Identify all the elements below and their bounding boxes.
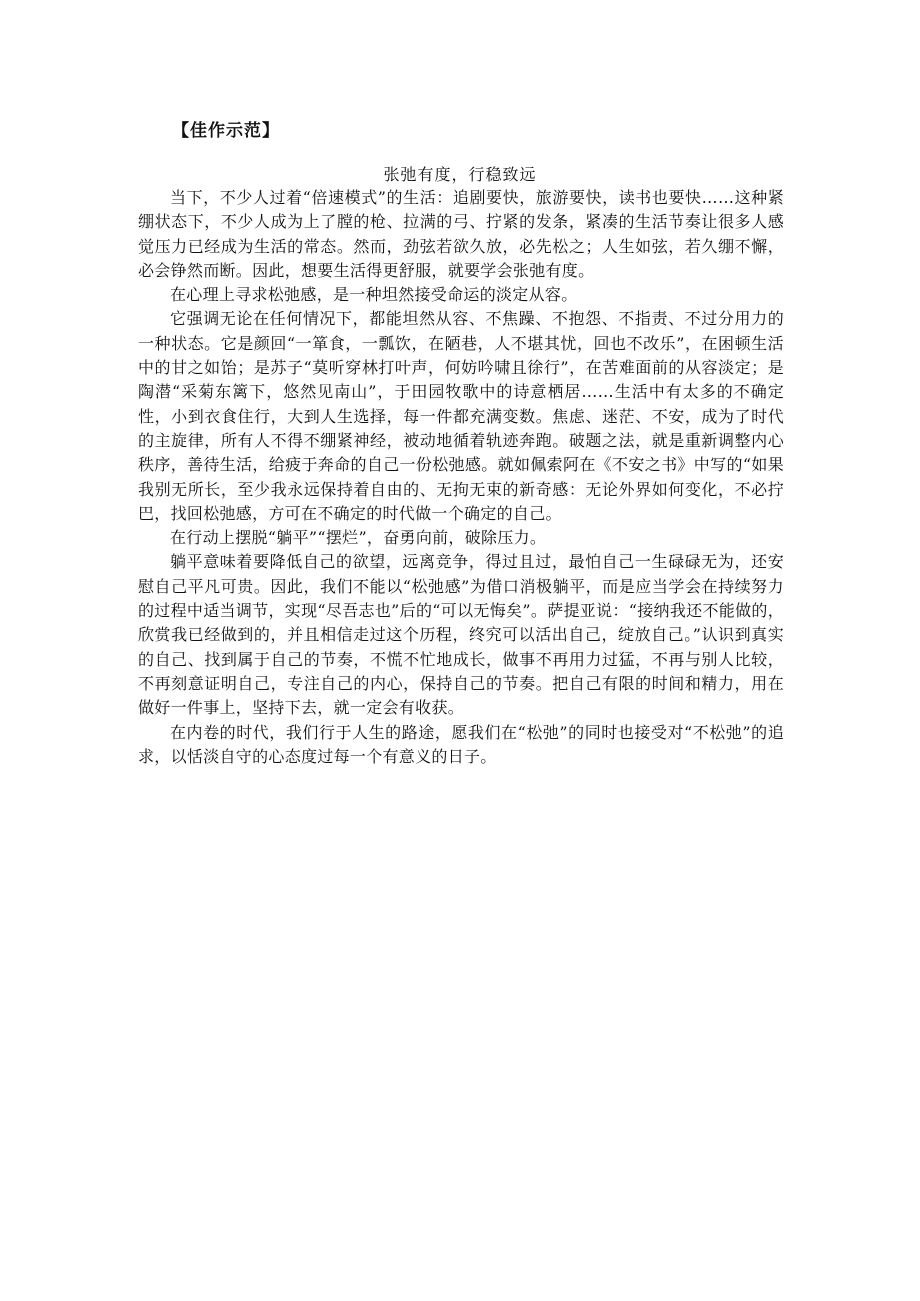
essay-body [138, 186, 784, 769]
section-label: 【佳作示范】 [172, 121, 280, 141]
paragraph-4: 在行动上摆脱“躺平”“摆烂”，奋勇向前，破除压力。 [170, 528, 547, 548]
paragraph-5: 躺平意味着要降低自己的欲望，远离竞争，得过且过，最怕自己一生碌碌无为，还安慰自己平凡可贵。因此，我们不能以“松弛感”为借口消极躺平，而是应当学会在持续努力的过程中适当调节，实现“尽吾志也”后的“可以无悔矣”。萨提亚说：“接纳我还不能做的，欣赏我已经做到的，并且相信走过这个历程，终究可以活出自己，绽放自己。”认识到真实的自己、找到属于自己的节奏，不慌不忙地成长，做事不再用力过猛，不再与别人比较，不再刻意证明自己，专注自己的内心，保持自己的节奏。把自己有限的时间和精力，用在做好一件事上，坚持下去，就一定会有收获。 [138, 552, 784, 718]
paragraph-3: 它强调无论在任何情况下，都能坦然从容、不焦躁、不抱怨、不指责、不过分用力的一种状态。它是颜回“一箪食，一瓢饮，在陋巷，人不堪其忧，回也不改乐”，在困顿生活中的甘之如饴；是苏子“莫听穿林打叶声，何妨吟啸且徐行”，在苦难面前的从容淡定；是陶潜“采菊东篱下，悠然见南山”，于田园牧歌中的诗意栖居……生活中有太多的不确定性，小到衣食住行，大到人生选择，每一件都充满变数。焦虑、迷茫、不安，成为了时代的主旋律，所有人不得不绷紧神经，被动地循着轨迹奔跑。破题之法，就是重新调整内心秩序，善待生活，给疲于奔命的自己一份松弛感。就如佩索阿在《不安之书》中写的“如果我别无所长，至少我永远保持着自由的、无拘无束的新奇感：无论外界如何变化，不必拧巴，找回松弛感，方可在不确定的时代做一个确定的自己。 [138, 309, 784, 523]
paragraph-2: 在心理上寻求松弛感，是一种坦然接受命运的淡定从容。 [170, 285, 578, 305]
essay-title: 张弛有度，行稳致远 [383, 165, 537, 184]
paragraph-1: 当下，不少人过着“倍速模式”的生活：追剧要快，旅游要快，读书也要快……这种紧绷状态下，不少人成为上了膛的枪、拉满的弓、拧紧的发条，紧凑的生活节奏让很多人感觉压力已经成为生活的常态。然而，劲弦若欲久放，必先松之；人生如弦，若久绷不懈，必会铮然而断。因此，想要生活得更舒服，就要学会张弛有度。 [138, 188, 784, 280]
paragraph-6: 在内卷的时代，我们行于人生的路途，愿我们在“松弛”的同时也接受对“不松弛”的追求，以恬淡自守的心态度过每一个有意义的日子。 [138, 722, 784, 766]
